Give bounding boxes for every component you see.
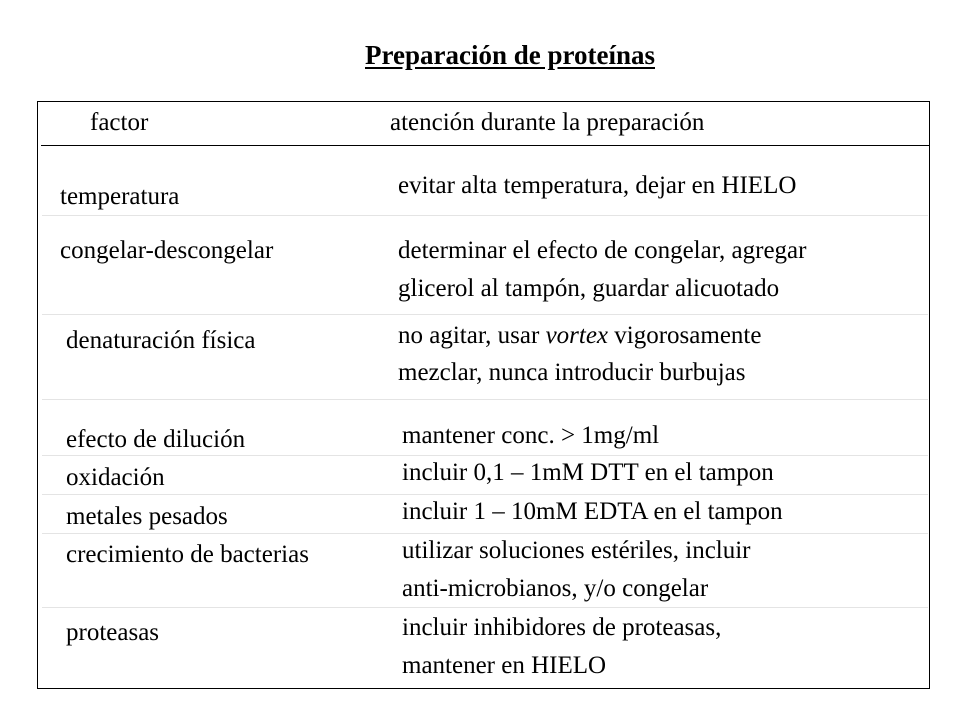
attention-italic-text: vortex xyxy=(545,322,609,349)
factor-cell: proteasas xyxy=(66,619,160,646)
attention-cell xyxy=(398,318,761,354)
attention-cell: incluir inhibidores de proteasas, xyxy=(402,614,722,641)
attention-text: vigorosamente xyxy=(608,322,762,349)
column-header-factor: factor xyxy=(90,109,149,136)
page-title: Preparación de proteínas xyxy=(365,40,655,70)
row-divider xyxy=(42,399,928,400)
attention-cell: anti-microbianos, y/o congelar xyxy=(402,575,709,602)
attention-cell: incluir 0,1 – 1mM DTT en el tampon xyxy=(402,459,774,486)
row-divider xyxy=(42,607,928,608)
attention-cell: mezclar, nunca introducir burbujas xyxy=(398,359,746,386)
attention-cell: evitar alta temperatura, dejar en HIELO xyxy=(398,172,797,199)
factor-cell: oxidación xyxy=(66,464,165,491)
row-divider xyxy=(42,314,928,315)
row-divider xyxy=(42,215,928,216)
factor-cell: efecto de dilución xyxy=(66,426,246,453)
factor-cell: denaturación física xyxy=(66,327,256,354)
factor-cell: congelar-descongelar xyxy=(60,237,274,264)
attention-cell: glicerol al tampón, guardar alicuotado xyxy=(398,275,780,302)
attention-cell: mantener en HIELO xyxy=(402,652,607,679)
attention-cell: mantener conc. > 1mg/ml xyxy=(402,422,660,449)
attention-cell: determinar el efecto de congelar, agregar xyxy=(398,237,807,264)
attention-text: no agitar, usar xyxy=(398,322,546,349)
factor-cell: metales pesados xyxy=(66,503,228,530)
column-header-attention: atención durante la preparación xyxy=(390,109,705,136)
attention-cell: utilizar soluciones estériles, incluir xyxy=(402,537,751,564)
factor-cell: temperatura xyxy=(60,183,180,210)
factor-cell: crecimiento de bacterias xyxy=(66,541,309,568)
attention-cell: incluir 1 – 10mM EDTA en el tampon xyxy=(402,498,783,525)
header-divider xyxy=(41,145,929,146)
